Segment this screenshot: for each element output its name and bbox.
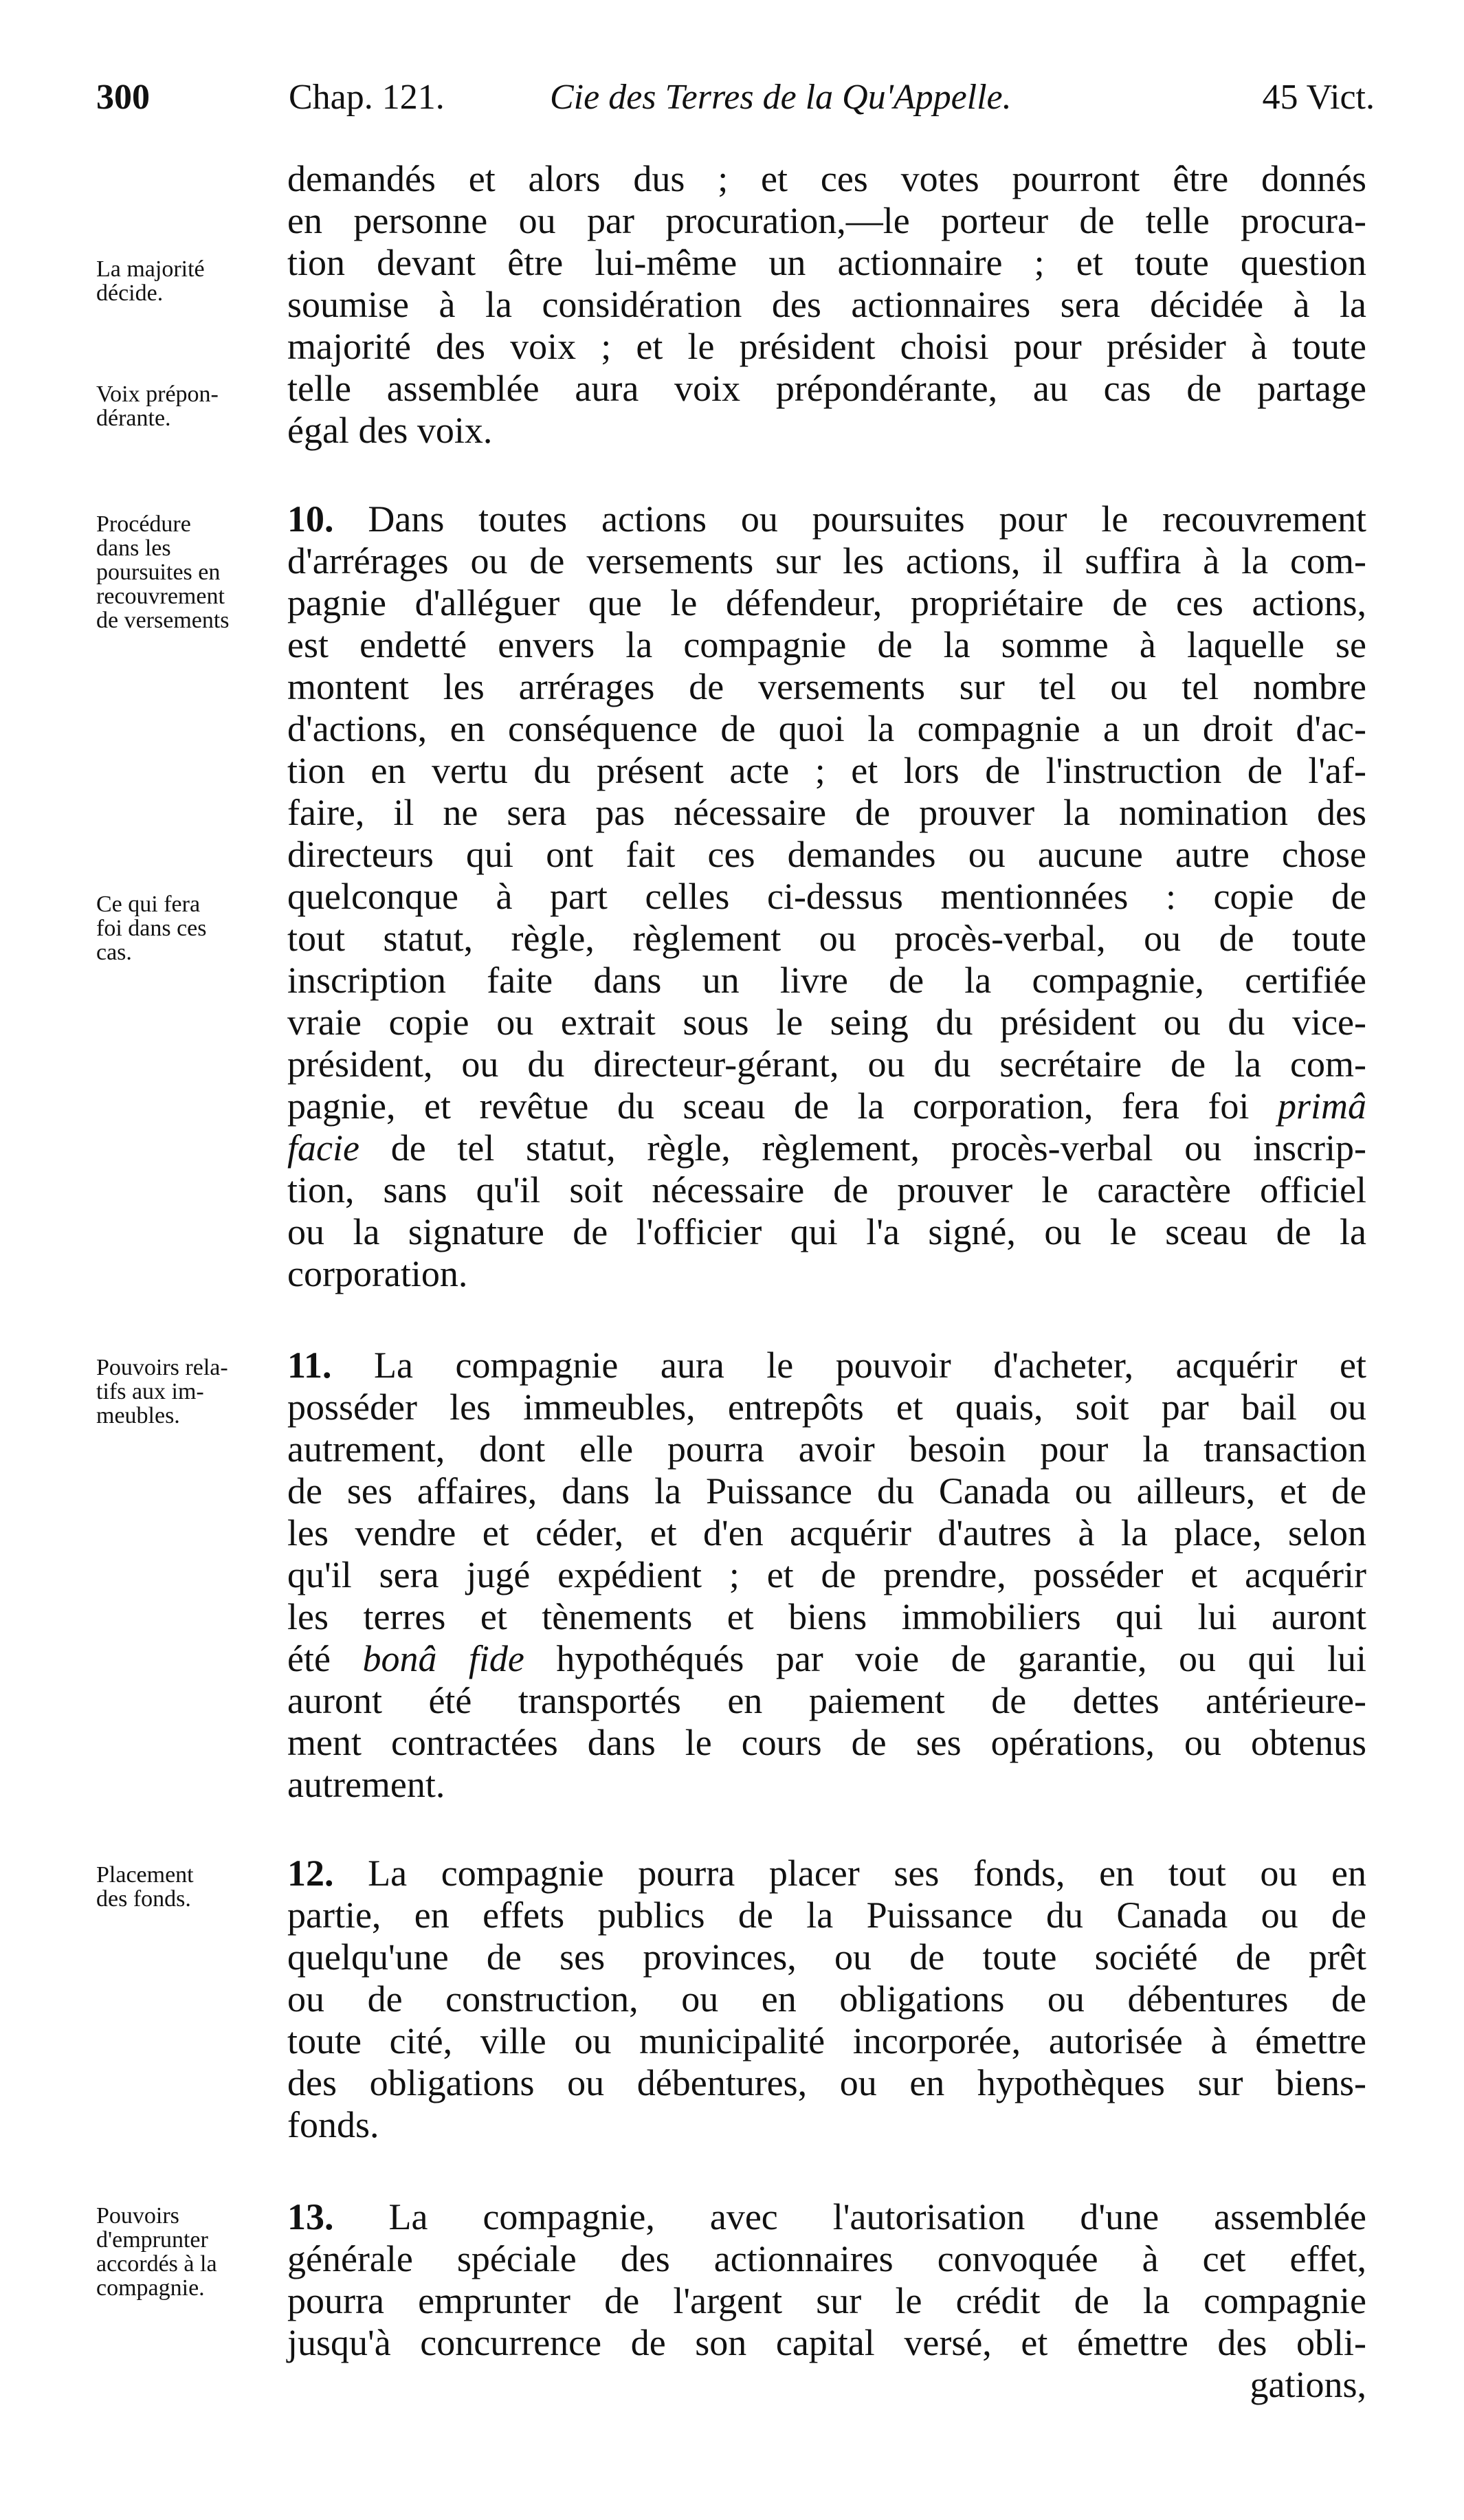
section-12-first-line <box>287 1853 1366 1895</box>
text-span: La compagnie aura le pouvoir d'acheter, acquérir et <box>374 1345 1366 1386</box>
text-line: demandés et alors dus ; et ces votes pourront être donnés <box>287 158 1366 199</box>
text-line: toute cité, ville ou municipalité incorporée, autorisée à émettre <box>287 2020 1366 2062</box>
margin-note-line: dérante. <box>96 406 171 431</box>
margin-note-line: accordés à la <box>96 2251 217 2277</box>
margin-note-procedure <box>96 512 282 632</box>
text-span: La compagnie pourra placer ses fonds, en tout ou en <box>368 1853 1366 1894</box>
margin-note-line: poursuites en <box>96 560 221 585</box>
running-title: Cie des Terres de la Qu'Appelle. <box>550 78 1012 117</box>
text-line: président, ou du directeur-gérant, ou du secrétaire de la com- <box>287 1043 1366 1085</box>
text-span: été <box>287 1638 331 1679</box>
page-number: 300 <box>96 78 150 117</box>
text-line: est endetté envers la compagnie de la somme à laquelle se <box>287 624 1366 665</box>
italic-bona-fide: bonâ fide <box>362 1638 524 1679</box>
text-line: ou la signature de l'officier qui l'a signé, ou le sceau de la <box>287 1211 1366 1252</box>
margin-note-line: Procédure <box>96 511 191 537</box>
section-number: 10. <box>287 498 334 540</box>
margin-note-emprunter <box>96 2204 282 2300</box>
margin-note-line: foi dans ces <box>96 916 207 941</box>
text-line: autrement, dont elle pourra avoir besoin pour la transaction <box>287 1428 1366 1470</box>
section-10-first-line <box>287 498 1366 541</box>
text-line: les terres et tènements et biens immobiliers qui lui auront <box>287 1596 1366 1637</box>
text-line: faire, il ne sera pas nécessaire de prouver la nomination des <box>287 792 1366 833</box>
catchword: gations, <box>1250 2364 1366 2405</box>
margin-note-line: des fonds. <box>96 1886 191 1912</box>
text-line: ou de construction, ou en obligations ou débentures de <box>287 1978 1366 2020</box>
chapter-label: Chap. 121. <box>289 78 445 117</box>
text-line: qu'il sera jugé expédient ; et de prendre, posséder et acquérir <box>287 1554 1366 1595</box>
text-line: vraie copie ou extrait sous le seing du président ou du vice- <box>287 1002 1366 1043</box>
margin-note-majorite <box>96 257 282 305</box>
text-line <box>287 1127 1366 1170</box>
text-line: égal des voix. <box>287 410 493 451</box>
text-line: quelconque à part celles ci-dessus mentionnées : copie de <box>287 876 1366 917</box>
text-line: pagnie d'alléguer que le défendeur, propriétaire de ces actions, <box>287 582 1366 623</box>
text-line: inscription faite dans un livre de la compagnie, certifiée <box>287 960 1366 1001</box>
text-line: telle assemblée aura voix prépondérante, au cas de partage <box>287 368 1366 409</box>
text-span: de tel statut, règle, règlement, procès-verbal ou inscrip- <box>390 1127 1366 1169</box>
section-11-first-line <box>287 1345 1366 1387</box>
section-number: 12. <box>287 1853 334 1894</box>
text-span: La compagnie, avec l'autorisation d'une assemblée <box>388 2196 1367 2237</box>
text-line: quelqu'une de ses provinces, ou de toute société de prêt <box>287 1936 1366 1978</box>
margin-note-line: d'emprunter <box>96 2227 208 2253</box>
text-line: corporation. <box>287 1253 468 1294</box>
text-line: d'arrérages ou de versements sur les actions, il suffira à la com- <box>287 540 1366 582</box>
margin-note-line: Placement <box>96 1862 194 1888</box>
text-span: Dans toutes actions ou poursuites pour le recouvrement <box>368 498 1366 540</box>
section-number: 11. <box>287 1345 332 1386</box>
section-13-first-line <box>287 2196 1366 2239</box>
margin-note-line: Pouvoirs rela- <box>96 1355 228 1380</box>
margin-note-foi <box>96 892 282 964</box>
text-line: posséder les immeubles, entrepôts et quais, soit par bail ou <box>287 1386 1366 1428</box>
italic-prima: primâ <box>1277 1085 1366 1127</box>
text-line: de ses affaires, dans la Puissance du Canada ou ailleurs, et de <box>287 1470 1366 1512</box>
text-line: des obligations ou débentures, ou en hypothèques sur biens- <box>287 2062 1366 2103</box>
text-line: pourra emprunter de l'argent sur le crédit de la compagnie <box>287 2280 1366 2321</box>
text-line: soumise à la considération des actionnaires sera décidée à la <box>287 284 1366 325</box>
margin-note-line: Voix prépon- <box>96 382 219 407</box>
text-line: partie, en effets publics de la Puissance du Canada ou de <box>287 1894 1366 1936</box>
margin-note-line: recouvrement <box>96 584 225 609</box>
margin-note-line: Ce qui fera <box>96 892 201 917</box>
text-line: tion devant être lui-même un actionnaire ; et toute question <box>287 242 1366 283</box>
margin-note-line: Pouvoirs <box>96 2203 179 2229</box>
text-span: pagnie, et revêtue du sceau de la corporation, fera foi <box>287 1085 1278 1127</box>
text-line <box>287 1085 1366 1128</box>
margin-note-line: décide. <box>96 280 164 306</box>
section-number: 13. <box>287 2196 334 2237</box>
margin-note-line: tifs aux im- <box>96 1379 204 1404</box>
text-line: fonds. <box>287 2104 379 2145</box>
margin-note-line: cas. <box>96 940 132 965</box>
text-line: majorité des voix ; et le président choisi pour présider à toute <box>287 326 1366 367</box>
text-line <box>287 1638 1366 1681</box>
margin-note-voix <box>96 382 282 430</box>
text-line: tout statut, règle, règlement ou procès-verbal, ou de toute <box>287 918 1366 959</box>
text-line: directeurs qui ont fait ces demandes ou aucune autre chose <box>287 834 1366 875</box>
italic-facie: facie <box>287 1127 359 1169</box>
margin-note-line: compagnie. <box>96 2275 205 2301</box>
margin-note-line: meubles. <box>96 1403 180 1428</box>
text-line: générale spéciale des actionnaires convoquée à cet effet, <box>287 2238 1366 2279</box>
margin-note-line: de versements <box>96 608 230 633</box>
text-line: jusqu'à concurrence de son capital versé, et émettre des obli- <box>287 2322 1366 2363</box>
text-line: en personne ou par procuration,—le porteur de telle procura- <box>287 200 1366 241</box>
margin-note-line: La majorité <box>96 256 205 282</box>
regnal-year: 45 Vict. <box>1262 78 1375 117</box>
text-line: les vendre et céder, et d'en acquérir d'autres à la place, selon <box>287 1512 1366 1554</box>
margin-note-line: dans les <box>96 535 171 561</box>
text-span: hypothéqués par voie de garantie, ou qui lui <box>524 1638 1366 1679</box>
running-header <box>96 70 1375 125</box>
text-line: auront été transportés en paiement de dettes antérieure- <box>287 1680 1366 1721</box>
margin-note-placement <box>96 1863 282 1911</box>
text-line: ment contractées dans le cours de ses opérations, ou obtenus <box>287 1722 1366 1763</box>
text-line: tion en vertu du présent acte ; et lors de l'instruction de l'af- <box>287 750 1366 791</box>
text-line: autrement. <box>287 1764 445 1805</box>
margin-note-pouvoirs-immeubles <box>96 1356 282 1428</box>
text-line: d'actions, en conséquence de quoi la compagnie a un droit d'ac- <box>287 708 1366 749</box>
text-line: montent les arrérages de versements sur tel ou tel nombre <box>287 666 1366 707</box>
text-line: tion, sans qu'il soit nécessaire de prouver le caractère officiel <box>287 1169 1366 1211</box>
